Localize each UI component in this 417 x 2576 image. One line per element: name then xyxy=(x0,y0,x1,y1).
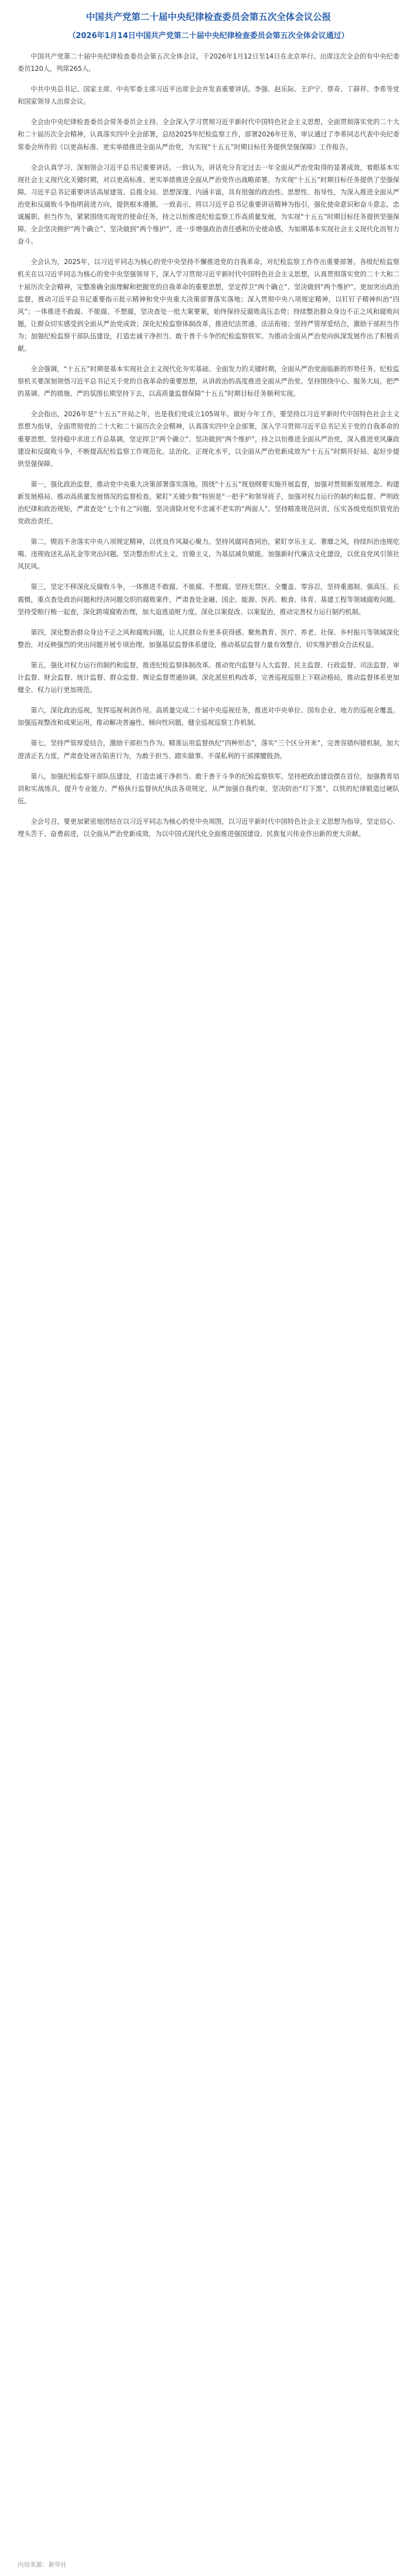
article-paragraph: 全会由中央纪律检查委员会常务委员会主持。全会深入学习贯彻习近平新时代中国特色社会主义思想，全面贯彻落实党的二十大和二十届历次全会精神，认真落实四中全会部署，总结2025年纪检监察工作，部署2026年任务，审议通过了李希同志代表中央纪委常委会所作的《以更高标准、更实举措推进全面从严治党，为实现“十五五”时期目标任务提供坚强保障》工作报告。 xyxy=(18,118,399,151)
source-note: 内容来源：新华社 xyxy=(18,2561,67,2568)
article-paragraph: 中国共产党第二十届中央纪律检查委员会第五次全体会议，于2026年1月12日至14日在北京举行。出席这次全会的有中央纪委委员120人，列席265人。 xyxy=(18,53,399,73)
article-paragraph: 全会认为，2025年，以习近平同志为核心的党中央坚持不懈推进党的自我革命，对纪检监察工作作出重要部署。各级纪检监察机关在以习近平同志为核心的党中央坚强领导下，深入学习贯彻习近平新时代中国特色社会主义思想，认真贯彻落实党的二十大和二十届历次全会精神，完整准确全面理解和把握党的自我革命的重要思想，坚定捍卫“两个确立”、坚决做到“两个维护”。更加突出政治监督，推动习近平总书记重要指示批示精神和党中央重大决策部署落实落地；深入贯彻中央八项规定精神，以钉钉子精神纠治“四风”；一体推进不敢腐、不能腐、不想腐，坚决查处一批大案要案，始终保持反腐败高压态势；持续整治群众身边不正之风和腐败问题，让群众切实感受到全面从严治党成效；深化纪检监察体制改革，推进纪法贯通、法法衔接；坚持严管厚爱结合，激励干部担当作为；加强纪检监察干部队伍建设，打造忠诚干净担当、敢于善于斗争的纪检监察铁军。为推动全面从严治党向纵深发展作出了积极贡献。 xyxy=(18,258,399,352)
article-subtitle: （2026年1月14日中国共产党第二十届中央纪律检查委员会第五次全体会议通过） xyxy=(68,32,349,40)
article-title: 中国共产党第二十届中央纪律检查委员会第五次全体会议公报 xyxy=(86,12,331,22)
article-paragraph: 第三，坚定不移深化反腐败斗争，一体推进不敢腐、不能腐、不想腐。坚持无禁区、全覆盖、零容忍，坚持重遏制、强高压、长震慑，重点查处政治问题和经济问题交织的腐败案件，严肃查处金融、国企、能源、医药、粮食、体育、基建工程等领域腐败问题。坚持受贿行贿一起查，深化跨境腐败治理，加大追逃追赃力度。深化以案促改、以案促治，推动完善权力运行制约机制。 xyxy=(18,583,399,616)
article-paragraph: 全会指出，2026年是“十五五”开局之年，也是我们党成立105周年。做好今年工作，要坚持以习近平新时代中国特色社会主义思想为指导，全面贯彻党的二十大和二十届历次全会精神，认真落实四中全会部署，深入学习贯彻习近平总书记关于党的自我革命的重要思想，坚持稳中求进工作总基调，坚定捍卫“两个确立”、坚决做到“两个维护”，持之以恒推进全面从严治党，深入推进党风廉政建设和反腐败斗争，不断提高纪检监察工作规范化、法治化、正规化水平，以全面从严治党新成效为“十五五”时期开好局、起好步提供坚强保障。 xyxy=(18,410,399,468)
article-paragraph: 第六，深化政治巡视，发挥巡视利剑作用。高质量完成二十届中央巡视任务，推进对中央单位、国有企业、地方的巡视全覆盖。加强巡视整改和成果运用，推动解决普遍性、倾向性问题，健全巡视巡察工作机制。 xyxy=(18,707,399,727)
article-paragraph: 第五，强化对权力运行的制约和监督，推进纪检监察体制改革。推动党内监督与人大监督、民主监督、行政监督、司法监督、审计监督、财会监督、统计监督、群众监督、舆论监督贯通协调。深化派驻机构改革，完善巡视巡察上下联动格局，推动监督体系更加健全、权力运行更加规范。 xyxy=(18,661,399,694)
article-paragraph: 第八，加强纪检监察干部队伍建设，打造忠诚干净担当、敢于善于斗争的纪检监察铁军。坚持把政治建设摆在首位，加强教育培训和实战练兵，提升专业能力。严格执行监督执纪执法各项规定，从严加强自我约束，坚决防治“灯下黑”，以铁的纪律锻造过硬队伍。 xyxy=(18,772,399,805)
article-body xyxy=(18,50,399,840)
article-paragraph: 第一，强化政治监督，推动党中央重大决策部署落实落地。围绕“十五五”规划纲要实施开展监督，加强对贯彻新发展理念、构建新发展格局、推动高质量发展情况的监督检查。紧盯“关键少数”特别是“一把手”和领导班子，加强对权力运行的制约和监督。严明政治纪律和政治规矩，严肃查处“七个有之”问题，坚决清除对党不忠诚不老实的“两面人”。坚持精准规范问责，压实各级党组织管党治党政治责任。 xyxy=(18,480,399,526)
article-paragraph: 中共中央总书记、国家主席、中央军委主席习近平出席全会并发表重要讲话。李强、赵乐际、王沪宁、蔡奇、丁薛祥、李希等党和国家领导人出席会议。 xyxy=(18,85,399,106)
article-paragraph: 第二，锲而不舍落实中央八项规定精神，以优良作风凝心聚力。坚持风腐同查同治，紧盯享乐主义、奢靡之风，持续纠治违规吃喝、违规收送礼品礼金等突出问题。坚决整治形式主义、官僚主义，为基层减负赋能。加强新时代廉洁文化建设，以优良党风引领社风民风。 xyxy=(18,538,399,571)
article-paragraph: 第四，深化整治群众身边不正之风和腐败问题，让人民群众有更多获得感。聚焦教育、医疗、养老、社保、乡村振兴等领域深化整治，对反映强烈的突出问题开展专项治理。加强基层监督体系建设，推动基层监督力量有效整合，切实维护群众合法权益。 xyxy=(18,628,399,649)
article-paragraph: 全会认真学习、深刻领会习近平总书记重要讲话。一致认为，讲话充分肯定过去一年全面从严治党取得的显著成效，着眼基本实现社会主义现代化关键时期，对以更高标准、更实举措推进全面从严治党作出战略部署。为实现“十五五”时期目标任务提供了坚强保障。习近平总书记重要讲话高屋建瓴、总揽全局、思想深邃、内涵丰富，具有很强的政治性、思想性、指导性，为深入推进全面从严治党和反腐败斗争指明前进方向，提供根本遵循。一致表示，将以习近平总书记重要讲话精神为指引，强化使命意识和奋斗意志，忠诚履职、担当作为，紧紧围绕实现党的使命任务，持之以恒推进纪检监察工作高质量发展，为实现“十五五”时期目标任务提供坚强保障。全会坚决拥护“两个确立”，坚决做到“两个维护”，进一步增强政治责任感和历史使命感，为如期基本实现社会主义现代化而努力奋斗。 xyxy=(18,163,399,246)
article-paragraph: 全会号召，要更加紧密地团结在以习近平同志为核心的党中央周围，以习近平新时代中国特色社会主义思想为指导，坚定信心、埋头苦干、奋勇前进，以全面从严治党新成效，为以中国式现代化全面推进强国建设、民族复兴伟业作出新的更大贡献。 xyxy=(18,817,399,838)
article-paragraph: 全会强调，“十五五”时期是基本实现社会主义现代化夯实基础、全面发力的关键时期，全面从严治党面临新的形势任务。纪检监察机关要深刻领悟习近平总书记关于党的自我革命的重要思想，从讲政治的高度推进全面从严治党。坚持围绕中心、服务大局，把严的基调、严的措施、严的氛围长期坚持下去，以高质量监督保障“十五五”时期目标任务顺利实现。 xyxy=(18,365,399,398)
article-paragraph: 第七，坚持严管厚爱结合，激励干部担当作为。精准运用监督执纪“四种形态”，落实“三个区分开来”，完善容错纠错机制，加大澄清正名力度，严肃查处诬告陷害行为，为敢于担当、踏实做事、不谋私利的干部撑腰鼓劲。 xyxy=(18,739,399,760)
